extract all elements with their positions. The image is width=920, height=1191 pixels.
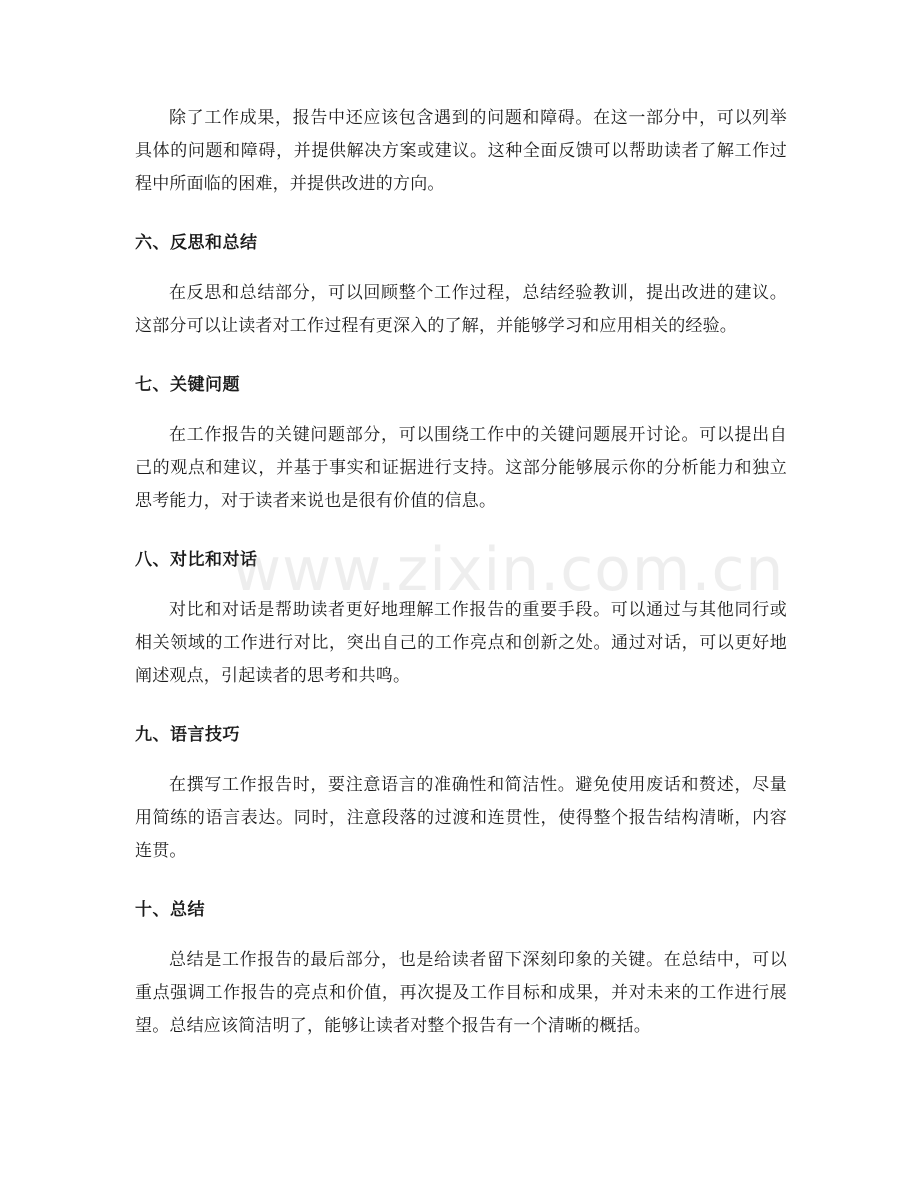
section-heading-key-issues: 七、关键问题 <box>135 375 240 395</box>
section-paragraph-reflection: 在反思和总结部分，可以回顾整个工作过程，总结经验教训，提出改进的建议。这部分可以让读者对工作过程有更深入的了解，并能够学习和应用相关的经验。 <box>135 283 787 336</box>
section-paragraph-comparison: 对比和对话是帮助读者更好地理解工作报告的重要手段。可以通过与其他同行或相关领域的工作进行对比，突出自己的工作亮点和创新之处。通过对话，可以更好地阐述观点，引起读者的思考和共鸣。 <box>135 600 787 686</box>
watermark: www.zixin.com.cn <box>232 535 785 605</box>
section-paragraph-language: 在撰写工作报告时，要注意语言的准确性和简洁性。避免使用废话和赘述，尽量用简练的语言表达。同时，注意段落的过渡和连贯性，使得整个报告结构清晰，内容连贯。 <box>135 775 787 861</box>
section-heading-comparison: 八、对比和对话 <box>135 550 258 570</box>
section-heading-reflection: 六、反思和总结 <box>135 233 258 253</box>
section-heading-language: 九、语言技巧 <box>135 725 240 745</box>
section-heading-summary: 十、总结 <box>135 900 205 920</box>
document-body <box>135 102 787 1043</box>
intro-paragraph: 除了工作成果，报告中还应该包含遇到的问题和障碍。在这一部分中，可以列举具体的问题和障碍，并提供解决方案或建议。这种全面反馈可以帮助读者了解工作过程中所面临的困难，并提供改进的方向。 <box>135 108 787 194</box>
section-paragraph-key-issues: 在工作报告的关键问题部分，可以围绕工作中的关键问题展开讨论。可以提出自己的观点和建议，并基于事实和证据进行支持。这部分能够展示你的分析能力和独立思考能力，对于读者来说也是很有价值的信息。 <box>135 425 787 511</box>
section-paragraph-summary: 总结是工作报告的最后部分，也是给读者留下深刻印象的关键。在总结中，可以重点强调工作报告的亮点和价值，再次提及工作目标和成果，并对未来的工作进行展望。总结应该简洁明了，能够让读者对整个报告有一个清晰的概括。 <box>135 950 787 1036</box>
